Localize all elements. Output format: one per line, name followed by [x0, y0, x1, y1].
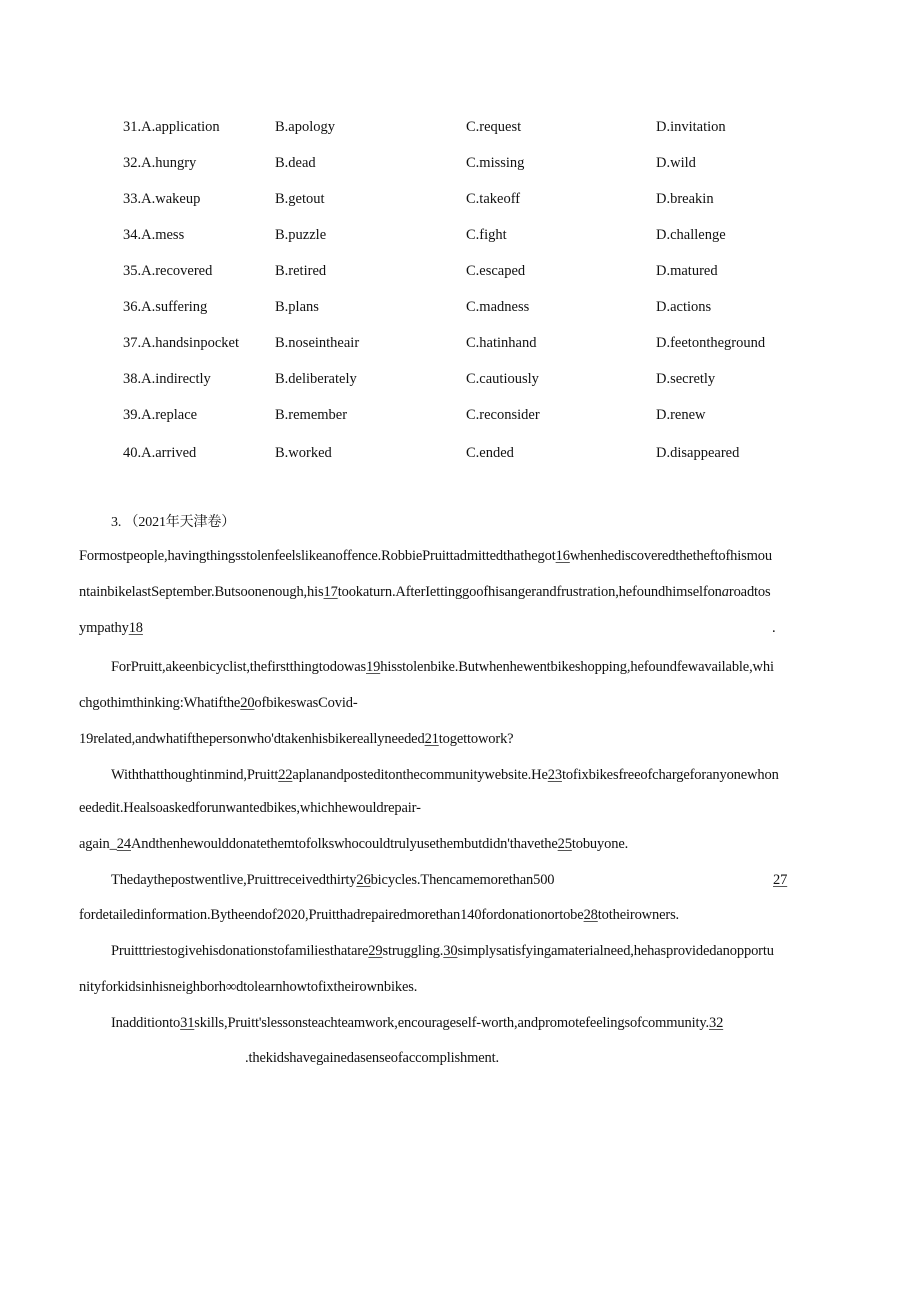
text: skills,Pruitt'slessonsteachteamwork,encourageself-worth,andpromotefeelingsofcommunity. [194, 1015, 709, 1031]
passage-line [79, 979, 417, 996]
text: bicycles.Thencamemorethan500 [370, 872, 555, 888]
option-a: 40.A.arrived [123, 445, 197, 461]
option-b: B.plans [275, 299, 319, 315]
option-d: D.secretly [656, 371, 716, 387]
blank-29: 29 [368, 943, 383, 959]
blank-24: 24 [116, 836, 131, 852]
text: fordetailedinformation.Bytheendof2020,Pruitthadrepairedmorethan140fordonationortobe [79, 907, 584, 923]
option-a: 37.A.handsinpocket [123, 335, 239, 351]
text: togettowork? [438, 731, 514, 747]
option-row [0, 155, 920, 175]
option-b: B.getout [275, 191, 325, 207]
text: 19related,andwhatifthepersonwho'dtakenhisbikereallyneeded [79, 731, 425, 747]
text: simplysatisfyingamaterialneed,hehasprovidedanopportu [457, 943, 774, 959]
blank-32: 32 [708, 1015, 724, 1031]
blank-16: 16 [555, 548, 570, 564]
option-b: B.dead [275, 155, 316, 171]
blank-30: 30 [443, 943, 458, 959]
option-c: C.missing [466, 155, 525, 171]
option-a: 31.A.application [123, 119, 220, 135]
option-c: C.cautiously [466, 371, 539, 387]
option-row [0, 263, 920, 283]
text: totheirowners. [597, 907, 680, 923]
text: nityforkidsinhisneighborh∞dtolearnhowtofixtheirownbikes. [79, 979, 418, 995]
option-row [0, 371, 920, 391]
text: eededit.Healsoaskedforunwantedbikes,whichhewouldrepair- [79, 800, 421, 816]
option-b: B.retired [275, 263, 327, 279]
option-c: C.takeoff [466, 191, 521, 207]
option-c: C.ended [466, 445, 514, 461]
option-row [0, 335, 920, 355]
blank-22: 22 [278, 767, 293, 783]
text: aplanandposteditonthecommunitywebsite.He [292, 767, 548, 783]
passage-line [111, 1015, 723, 1032]
text: hisstolenbike.Butwhenhewentbikeshopping,hefoundfewavailable,whi [380, 659, 774, 675]
passage-line [79, 800, 421, 817]
passage-line [111, 659, 774, 676]
text: ofbikeswasCovid- [254, 695, 358, 711]
passage-line [79, 836, 628, 853]
blank-28: 28 [583, 907, 598, 923]
text: Inadditionto [111, 1015, 181, 1031]
blank-27: 27 [773, 872, 788, 888]
option-row [0, 191, 920, 211]
option-b: B.apology [275, 119, 336, 135]
text: a [721, 584, 729, 600]
text: Thedaythepostwentlive,Pruittreceivedthirty [111, 872, 357, 888]
option-a: 33.A.wakeup [123, 191, 201, 207]
option-a: 36.A.suffering [123, 299, 208, 315]
text: ntainbikelastSeptember.Butsoonenough,his [79, 584, 324, 600]
text: ympathy [79, 620, 129, 636]
passage-line [79, 620, 143, 637]
text: chgothimthinking:Whatifthe [79, 695, 241, 711]
passage-line [79, 907, 679, 924]
option-d: D.renew [656, 407, 706, 423]
option-d: D.disappeared [656, 445, 740, 461]
text: tofixbikesfreeofchargeforanyonewhon [561, 767, 779, 783]
option-c: C.escaped [466, 263, 526, 279]
blank-18: 18 [128, 620, 143, 636]
text: tookaturn.AfterIettinggoofhisangerandfrustration,hefoundhimselfon [337, 584, 722, 600]
period: . [772, 620, 776, 636]
option-b: B.noseintheair [275, 335, 360, 351]
text: Formostpeople,havingthingsstolenfeelslikeanoffence.RobbiePruittadmittedthathegot [79, 548, 556, 564]
passage-line [245, 1050, 499, 1067]
text: ForPruitt,akeenbicyclist,thefirstthingtodowas [111, 659, 367, 675]
blank-20: 20 [240, 695, 255, 711]
text: tobuyone. [571, 836, 629, 852]
option-b: B.worked [275, 445, 332, 461]
blank-25: 25 [557, 836, 572, 852]
option-row [0, 227, 920, 247]
option-d: D.actions [656, 299, 712, 315]
blank-21: 21 [424, 731, 439, 747]
option-b: B.deliberately [275, 371, 357, 387]
passage-line [79, 731, 513, 748]
option-d: D.matured [656, 263, 718, 279]
passage-line [111, 872, 554, 889]
text: whenhediscoveredthetheftofhismou [569, 548, 772, 564]
option-c: C.madness [466, 299, 530, 315]
option-c: C.reconsider [466, 407, 540, 423]
option-d: D.wild [656, 155, 696, 171]
blank-31: 31 [180, 1015, 195, 1031]
passage-line [79, 584, 771, 601]
text: Pruitttriestogivehisdonationstofamiliesthatare [111, 943, 369, 959]
option-c: C.hatinhand [466, 335, 537, 351]
passage-line [79, 695, 358, 712]
blank-17: 17 [323, 584, 338, 600]
blank-19: 19 [366, 659, 381, 675]
option-a: 38.A.indirectly [123, 371, 211, 387]
option-c: C.fight [466, 227, 507, 243]
option-row [0, 299, 920, 319]
passage-line [111, 767, 779, 784]
option-b: B.puzzle [275, 227, 327, 243]
option-a: 39.A.replace [123, 407, 198, 423]
option-d: D.feetontheground [656, 335, 766, 351]
option-b: B.remember [275, 407, 348, 423]
option-row [0, 445, 920, 465]
option-a: 32.A.hungry [123, 155, 197, 171]
passage-line [111, 943, 774, 960]
text: roadtos [728, 584, 771, 600]
option-a: 34.A.mess [123, 227, 185, 243]
text: Withthatthoughtinmind,Pruitt [111, 767, 279, 783]
blank-23: 23 [547, 767, 562, 783]
option-row [0, 407, 920, 427]
blank-26: 26 [356, 872, 371, 888]
text: again_ [79, 836, 117, 852]
option-d: D.invitation [656, 119, 726, 135]
option-c: C.request [466, 119, 522, 135]
option-row [0, 119, 920, 139]
section-heading: 3. （2021年天津卷） [111, 515, 236, 530]
text: Andthenhewoulddonatethemtofolkswhocouldtrulyusethembutdidn'thavethe [130, 836, 558, 852]
passage-line [79, 548, 772, 565]
option-a: 35.A.recovered [123, 263, 213, 279]
text: struggling. [382, 943, 444, 959]
option-d: D.challenge [656, 227, 726, 243]
option-d: D.breakin [656, 191, 714, 207]
text: .thekidshavegainedasenseofaccomplishment. [245, 1050, 499, 1066]
